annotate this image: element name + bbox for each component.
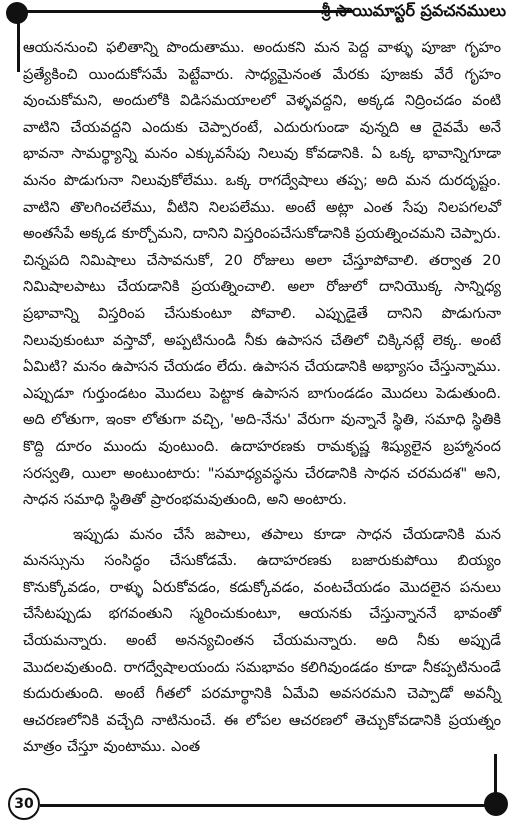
page-number: 30	[8, 788, 40, 820]
page-body	[23, 35, 501, 761]
running-title: శ్రీ సాయిమాస్టర్ ప్రవచనములు	[321, 1, 506, 20]
paragraph-1: ఆయననుంచి ఫలితాన్ని పొందుతాము. అందుకని మన పెద్ద వాళ్ళు పూజా గృహం ప్రత్యేకించి యిందుకోసమే పెట్టేవారు. సాధ్యమైనంత మేరకు పూజకు వేరే గృహం వుంచుకోమని, అందులోకి విడిసమయాలలో వెళ్ళవద్దని, అక్కడ నిద్రించడం వంటి వాటిని చేయవద్దని ఎందుకు చెప్పారంటే, ఎదురుగుండా వున్నది ఆ దైవమే అనే భావనా సామర్థ్యాన్ని మనం ఎక్కువసేపు నిలువు కోవడానికి. ఏ ఒక్క భావాన్నిగూడా మనం పొడుగునా నిలువుకోలేము. ఒక్క రాగద్వేషాలు తప్ప; అది మన దురదృష్టం. వాటిని తొలగించలేము, వీటిని నిలపలేము. అంటే అట్లా ఎంత సేపు నిలపగలవో అంతసేపే అక్కడ కూర్చోమని, దానిని విస్తరింపచేసుకోడానికి ప్రయత్నించమని చెప్పారు. చిన్నపది నిమిషాలు చేసావనుకో, 20 రోజులు అలా చేస్తూపోవాలి. తర్వాత 20 నిమిషాలపాటు చేయడానికి ప్రయత్నించాలి. అలా రోజులో దానియొక్క సాన్నిధ్య ప్రభావాన్ని విస్తరింప చేసుకుంటూ పోవాలి. ఎప్పుడైతే దానిని పొడుగునా నిలువుకుంటూ వస్తావో, అప్పటినుండి నీకు ఉపాసన చేతిలో చిక్కినట్లే లెక్క. అంటే ఏమిటి? మనం ఉపాసన చేయడం లేదు. ఉపాసన చేయడానికి అభ్యాసం చేస్తున్నాము. ఎప్పుడూ గుర్తుండటం మొదలు పెట్టాక ఉపాసన బాగుండడం మొదలు పెడుతుంది. అది లోతుగా, ఇంకా లోతుగా వచ్చి, 'అది-నేను' వేరుగా వున్నానే స్థితి, సమాధి స్థితికి కొద్ది దూరం ముందు వుంటుంది. ఉదాహరణకు రామకృష్ణ శిష్యులైన బ్రహ్మానంద సరస్వతి, యిలా అంటుంటారు: "సమాధ్యవస్థను చేరడానికి సాధన చరమదశ" అని, సాధన సమాధి స్థితితో ప్రారంభమవుతుంది, అని అంటారు.	[23, 39, 502, 509]
left-margin-rule	[17, 12, 20, 72]
header-rule	[18, 10, 354, 13]
page-footer	[0, 786, 520, 826]
paragraph-2: ఇప్పుడు మనం చేసే జపాలు, తపాలు కూడా సాధన చేయడానికి మన మనస్సును సంసిద్ధం చేసుకోడమే. ఉదాహరణకు బజారుకుపోయి బియ్యం కొనుక్కోవడం, రాళ్ళు ఏరుకోవడం, కడుక్కోవడం, వంటచేయడం మొదలైన పనులు చేసేటప్పుడు భగవంతుని స్మరించుకుంటూ, ఆయనకు చేస్తున్నాననే భావంతో చేయమన్నారు. అంటే అనన్యచింతన చేయమన్నారు. అది నీకు అప్పుడే మొదలవుతుంది. రాగద్వేషాలయందు సమభావం కలిగివుండడం కూడా నీకప్పటినుండే కుదురుతుంది. అంటే గీతలో పరమార్థానికి ఏమేవి అవసరమని చెప్పాడో అవన్నీ ఆచరణలోనికి వచ్చేది నాటినుంచే. ఈ లోపల ఆచరణలో తెచ్చుకోవడానికి ప్రయత్నం మాత్రం చేస్తూ వుంటాము. ఎంత	[23, 525, 501, 756]
footer-rule	[40, 804, 490, 807]
page-header	[0, 0, 520, 40]
footer-ornament-dot	[484, 792, 508, 816]
